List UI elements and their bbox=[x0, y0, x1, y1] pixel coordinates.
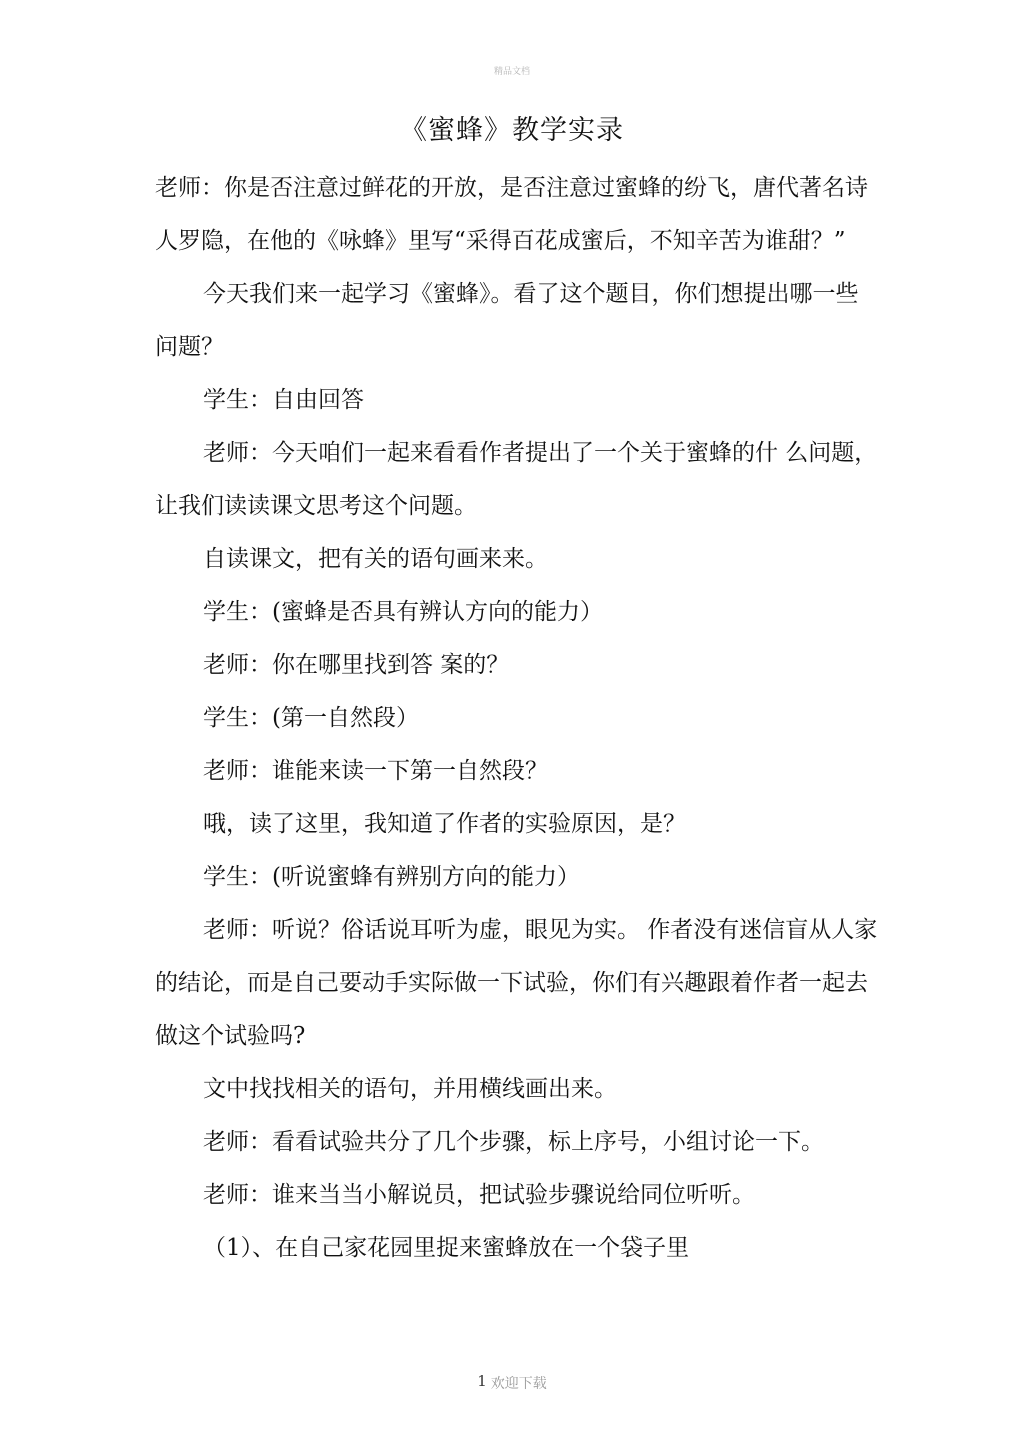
document-body bbox=[155, 162, 880, 1275]
paragraph: 老师：谁能来读一下第一自然段？ bbox=[203, 758, 548, 784]
paragraph: 学生：(听说蜜蜂有辨别方向的能力） bbox=[203, 864, 580, 890]
paragraph: （1）、在自己家花园里捉来蜜蜂放在一个袋子里 bbox=[203, 1235, 690, 1261]
paragraph: 今天我们来一起学习《蜜蜂》。看了这个题目，你们想提出哪一些问题？ bbox=[155, 281, 859, 360]
paragraph: 老师：谁来当当小解说员，把试验步骤说给同位听听。 bbox=[203, 1182, 755, 1208]
paragraph: 老师：今天咱们一起来看看作者提出了一个关于蜜蜂的什 么问题，让我们读读课文思考这个问题。 bbox=[155, 440, 878, 519]
paragraph: 哦，读了这里，我知道了作者的实验原因，是？ bbox=[203, 811, 686, 837]
paragraph: 学生：(第一自然段） bbox=[203, 705, 419, 731]
document-title: 《蜜蜂》教学实录 bbox=[400, 115, 624, 146]
header-watermark: 精品文档 bbox=[493, 67, 530, 77]
paragraph: 学生：(蜜蜂是否具有辨认方向的能力） bbox=[203, 599, 603, 625]
page-footer bbox=[0, 1372, 1024, 1393]
footer-text: 欢迎下载 bbox=[490, 1376, 547, 1392]
page-number: 1 bbox=[477, 1372, 487, 1390]
paragraph: 老师：你是否注意过鲜花的开放，是否注意过蜜蜂的纷飞，唐代著名诗人罗隐，在他的《咏蜂》里写“采得百花成蜜后，不知辛苦为谁甜？” bbox=[155, 175, 868, 254]
paragraph: 学生：自由回答 bbox=[203, 387, 364, 413]
paragraph: 老师：看看试验共分了几个步骤，标上序号，小组讨论一下。 bbox=[203, 1129, 824, 1155]
paragraph: 老师：听说？俗话说耳听为虚，眼见为实。 作者没有迷信盲从人家的结论，而是自己要动手实际做一下试验，你们有兴趣跟着作者一起去做这个试验吗? bbox=[155, 917, 878, 1049]
paragraph: 自读课文，把有关的语句画来来。 bbox=[203, 546, 548, 572]
paragraph: 文中找找相关的语句，并用横线画出来。 bbox=[203, 1076, 617, 1102]
paragraph: 老师：你在哪里找到答 案的？ bbox=[203, 652, 510, 678]
